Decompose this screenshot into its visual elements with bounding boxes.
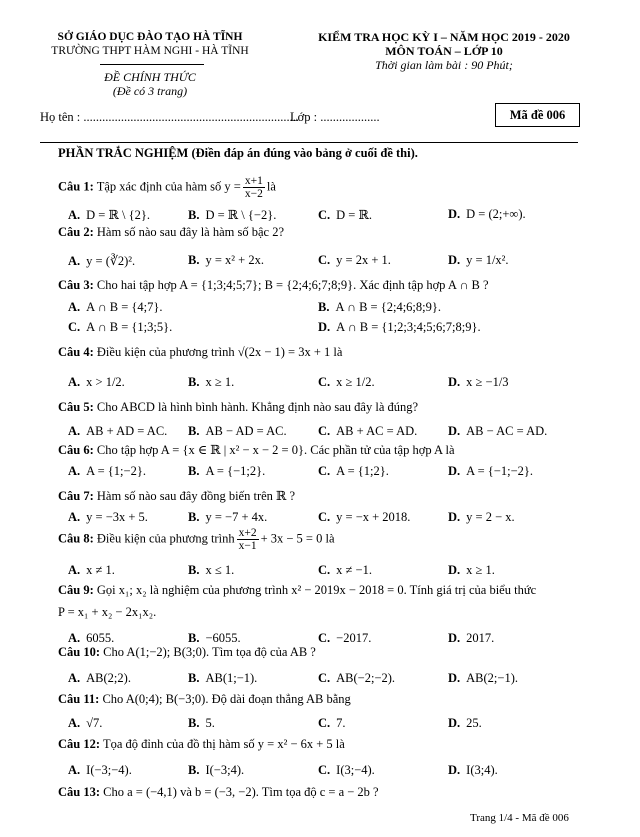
section-title: PHẦN TRẮC NGHIỆM (Điền đáp án đúng vào bảng ở cuối đề thi). [58, 146, 418, 160]
section-divider [40, 142, 578, 143]
option-5-b [188, 424, 287, 439]
option-letter: C. [68, 320, 81, 334]
question-text: Cho A(1;−2); B(3;0). Tìm tọa độ của AB ? [103, 645, 316, 659]
option-letter: D. [448, 510, 461, 524]
option-2-c [318, 253, 391, 268]
option-7-a [68, 510, 148, 525]
option-12-b [188, 763, 244, 778]
option-text: y = 1/x². [466, 253, 509, 267]
option-8-d [448, 563, 495, 578]
option-10-a [68, 671, 131, 686]
option-letter: B. [188, 424, 200, 438]
option-4-d [448, 375, 509, 390]
question-label: Câu 6: [58, 443, 94, 457]
option-11-b [188, 716, 215, 731]
option-letter: D. [448, 671, 461, 685]
option-7-b [188, 510, 267, 525]
option-12-d [448, 763, 498, 778]
question-label: Câu 11: [58, 692, 100, 706]
option-letter: A. [68, 563, 81, 577]
option-text: x ≥ 1. [466, 563, 495, 577]
option-letter: B. [188, 631, 200, 645]
option-1-a [68, 207, 150, 223]
question-text-end: + 3x − 5 = 0 là [260, 531, 335, 546]
option-letter: B. [188, 375, 200, 389]
option-5-c [318, 424, 417, 439]
option-text: AB(1;−1). [205, 671, 258, 685]
option-text: √7. [86, 716, 103, 730]
question-2 [58, 225, 284, 240]
fraction-numerator: x+2 [238, 527, 257, 539]
option-letter: B. [188, 253, 200, 267]
fraction [243, 175, 265, 200]
option-letter: A. [68, 300, 81, 314]
option-text: AB + AC = AD. [336, 424, 418, 438]
option-letter: D. [448, 563, 461, 577]
option-letter: A. [68, 254, 81, 268]
option-letter: D. [448, 424, 461, 438]
question-label: Câu 12: [58, 737, 101, 751]
option-text: 7. [336, 716, 346, 730]
option-text: AB(2;−1). [466, 671, 518, 685]
option-text: x ≥ −1/3 [466, 375, 509, 389]
option-6-c [318, 464, 389, 479]
page-footer: Trang 1/4 - Mã đề 006 [470, 812, 569, 824]
question-label: Câu 7: [58, 489, 94, 503]
option-text: A = {1;−2}. [86, 464, 146, 478]
option-4-a [68, 375, 125, 390]
official-block [40, 70, 260, 98]
option-6-a [68, 464, 146, 479]
option-letter: A. [68, 716, 81, 730]
option-text: A ∩ B = {2;4;6;8;9}. [335, 300, 441, 314]
option-text: AB − AD = AC. [205, 424, 287, 438]
option-text: y = −x + 2018. [336, 510, 411, 524]
option-letter: A. [68, 631, 81, 645]
option-letter: B. [188, 464, 200, 478]
option-letter: C. [318, 424, 331, 438]
question-10 [58, 645, 316, 660]
option-letter: D. [448, 763, 461, 777]
option-text: D = ℝ. [336, 208, 372, 222]
option-text: I(3;−4). [336, 763, 375, 777]
option-letter: C. [318, 510, 331, 524]
question-label: Câu 13: [58, 785, 101, 799]
option-text: y = −3x + 5. [86, 510, 148, 524]
question-text: Điều kiện của phương trình [96, 531, 235, 546]
option-10-b [188, 671, 257, 686]
option-letter: C. [318, 716, 331, 730]
option-1-d [448, 207, 526, 222]
option-letter: D. [448, 375, 461, 389]
question-label: Câu 3: [58, 278, 94, 292]
option-12-a [68, 763, 132, 778]
class-field: Lớp : ................... [290, 110, 380, 124]
option-letter: D. [448, 253, 461, 267]
option-text: y = 2 − x. [466, 510, 515, 524]
option-letter: B. [188, 716, 200, 730]
question-13 [58, 785, 379, 800]
option-letter: B. [188, 563, 200, 577]
question-1 [58, 175, 276, 200]
question-12 [58, 737, 345, 752]
question-5 [58, 400, 418, 415]
question-text: Cho ABCD là hình bình hành. Khẳng định nào sau đây là đúng? [96, 400, 419, 414]
option-text: A ∩ B = {1;3;5}. [86, 320, 173, 334]
question-text: Tập xác định của hàm số y = [96, 179, 241, 194]
exam-time: Thời gian làm bài : 90 Phút; [375, 58, 513, 72]
option-text: AB(−2;−2). [336, 671, 396, 685]
option-letter: C. [318, 464, 331, 478]
option-letter: C. [318, 563, 331, 577]
fraction-denominator: x−2 [244, 188, 263, 200]
option-letter: C. [318, 375, 331, 389]
option-letter: D. [448, 207, 461, 221]
option-letter: B. [188, 510, 200, 524]
option-text: I(−3;−4). [86, 763, 132, 777]
option-text: AB(2;2). [86, 671, 131, 685]
option-letter: A. [68, 763, 81, 777]
option-7-c [318, 510, 410, 525]
option-letter: A. [68, 424, 81, 438]
option-9-a [68, 631, 114, 646]
question-text: Cho a = (−4,1) và b = (−3, −2). Tìm tọa độ c = a − 2b ? [103, 785, 379, 799]
option-text: x ≥ 1/2. [336, 375, 375, 389]
question-continuation: P = x₁ + x₂ − 2x₁x₂. [58, 605, 157, 619]
option-6-b [188, 464, 265, 479]
question-label: Câu 1: [58, 179, 94, 194]
question-11 [58, 692, 351, 707]
option-text: AB − AC = AD. [466, 424, 548, 438]
option-text: y = −7 + 4x. [205, 510, 268, 524]
option-4-b [188, 375, 234, 390]
option-letter: D. [318, 320, 331, 334]
option-letter: A. [68, 510, 81, 524]
option-text: A ∩ B = {1;2;3;4;5;6;7;8;9}. [336, 320, 481, 334]
exam-title: KIỂM TRA HỌC KỲ I – NĂM HỌC 2019 - 2020 [318, 30, 570, 44]
option-text: 25. [466, 716, 482, 730]
option-3-d [318, 320, 481, 335]
question-label: Câu 5: [58, 400, 94, 414]
option-text: D = ℝ \ {2}. [86, 208, 150, 222]
option-3-b [318, 300, 441, 315]
option-6-d [448, 464, 533, 479]
option-8-c [318, 563, 372, 578]
option-1-c [318, 207, 372, 223]
question-3 [58, 278, 489, 293]
option-11-c [318, 716, 346, 731]
header-divider [100, 64, 204, 65]
option-text: 6055. [86, 631, 115, 645]
option-text: y = (∛2)². [86, 254, 136, 268]
option-text: I(−3;4). [205, 763, 245, 777]
option-2-d [448, 253, 509, 268]
question-6 [58, 442, 455, 458]
option-12-c [318, 763, 375, 778]
question-8 [58, 527, 335, 552]
option-3-a [68, 300, 163, 315]
option-text: A = {1;2}. [336, 464, 389, 478]
option-letter: C. [318, 763, 331, 777]
option-letter: A. [68, 208, 81, 222]
question-text-end: là [266, 179, 276, 194]
option-letter: B. [188, 763, 200, 777]
option-3-c [68, 320, 172, 335]
question-label: Câu 10: [58, 645, 101, 659]
option-9-d [448, 631, 494, 646]
option-text: x > 1/2. [86, 375, 125, 389]
school-header [40, 30, 260, 58]
exam-subject: MÔN TOÁN – LỚP 10 [385, 44, 503, 58]
option-letter: C. [318, 671, 331, 685]
question-label: Câu 8: [58, 531, 94, 546]
option-11-d [448, 716, 482, 731]
option-letter: A. [68, 375, 81, 389]
option-letter: C. [318, 631, 331, 645]
option-text: D = (2;+∞). [466, 207, 526, 221]
option-letter: A. [68, 671, 81, 685]
question-text: Hàm số nào sau đây là hàm số bậc 2? [96, 225, 285, 239]
option-1-b [188, 207, 276, 223]
option-10-c [318, 671, 395, 686]
question-label: Câu 9: [58, 583, 94, 597]
option-text: y = 2x + 1. [336, 253, 391, 267]
option-9-b [188, 631, 241, 646]
question-9 [58, 583, 536, 598]
option-letter: C. [318, 253, 331, 267]
fraction-denominator: x−1 [238, 540, 257, 552]
option-letter: B. [188, 208, 200, 222]
option-2-b [188, 253, 264, 268]
question-text: Cho hai tập hợp A = {1;3;4;5;7}; B = {2;4;6;7;8;9}. Xác định tập hợp A ∩ B ? [96, 278, 489, 292]
option-4-c [318, 375, 375, 390]
option-letter: D. [448, 716, 461, 730]
exam-header [296, 30, 592, 72]
question-text: Cho A(0;4); B(−3;0). Độ dài đoạn thẳng AB bằng [102, 692, 351, 706]
option-text: I(3;4). [466, 763, 498, 777]
question-text: Gọi x₁; x₂ là nghiệm của phương trình x² − 2019x − 2018 = 0. Tính giá trị của biểu thức [96, 583, 537, 597]
option-8-a [68, 563, 115, 578]
option-text: x ≥ 1. [205, 375, 235, 389]
school-name: TRƯỜNG THPT HÀM NGHI - HÀ TĨNH [51, 45, 249, 57]
option-text: A = {−1;2}. [205, 464, 266, 478]
option-text: A ∩ B = {4;7}. [86, 300, 163, 314]
option-letter: B. [188, 671, 200, 685]
official-label: ĐỀ CHÍNH THỨC [104, 70, 196, 84]
question-7 [58, 488, 295, 504]
option-text: −6055. [205, 631, 241, 645]
option-text: x ≠ 1. [86, 563, 115, 577]
fraction [237, 527, 259, 552]
option-11-a [68, 716, 102, 731]
question-text: Hàm số nào sau đây đồng biến trên ℝ ? [96, 489, 296, 503]
option-2-a [68, 253, 135, 269]
option-letter: B. [318, 300, 330, 314]
option-text: A = {−1;−2}. [466, 464, 533, 478]
fraction-numerator: x+1 [244, 175, 263, 187]
question-label: Câu 4: [58, 345, 94, 359]
option-8-b [188, 563, 234, 578]
option-text: −2017. [336, 631, 372, 645]
option-text: AB + AD = AC. [86, 424, 168, 438]
exam-code-box: Mã đề 006 [495, 103, 580, 127]
option-letter: C. [318, 208, 331, 222]
option-letter: A. [68, 464, 81, 478]
option-letter: D. [448, 464, 461, 478]
option-10-d [448, 671, 518, 686]
option-7-d [448, 510, 515, 525]
option-5-d [448, 424, 547, 439]
option-text: y = x² + 2x. [205, 253, 264, 267]
option-text: x ≠ −1. [336, 563, 372, 577]
option-text: D = ℝ \ {−2}. [205, 208, 277, 222]
department-name: SỞ GIÁO DỤC ĐÀO TẠO HÀ TĨNH [57, 31, 243, 43]
question-text: Tọa độ đỉnh của đồ thị hàm số y = x² − 6x + 5 là [102, 737, 345, 751]
option-letter: D. [448, 631, 461, 645]
option-9-c [318, 631, 371, 646]
page-count: (Đề có 3 trang) [112, 84, 188, 98]
question-text: Điều kiện của phương trình √(2x − 1) = 3x + 1 là [96, 345, 343, 359]
option-text: x ≤ 1. [205, 563, 235, 577]
option-text: 5. [205, 716, 215, 730]
question-4 [58, 345, 342, 360]
question-label: Câu 2: [58, 225, 94, 239]
option-text: 2017. [466, 631, 495, 645]
option-5-a [68, 424, 167, 439]
question-text: Cho tập hợp A = {x ∈ ℝ | x² − x − 2 = 0}. Các phần tử của tập hợp A là [96, 443, 455, 457]
name-field: Họ tên : ..................................................................... [40, 110, 300, 124]
